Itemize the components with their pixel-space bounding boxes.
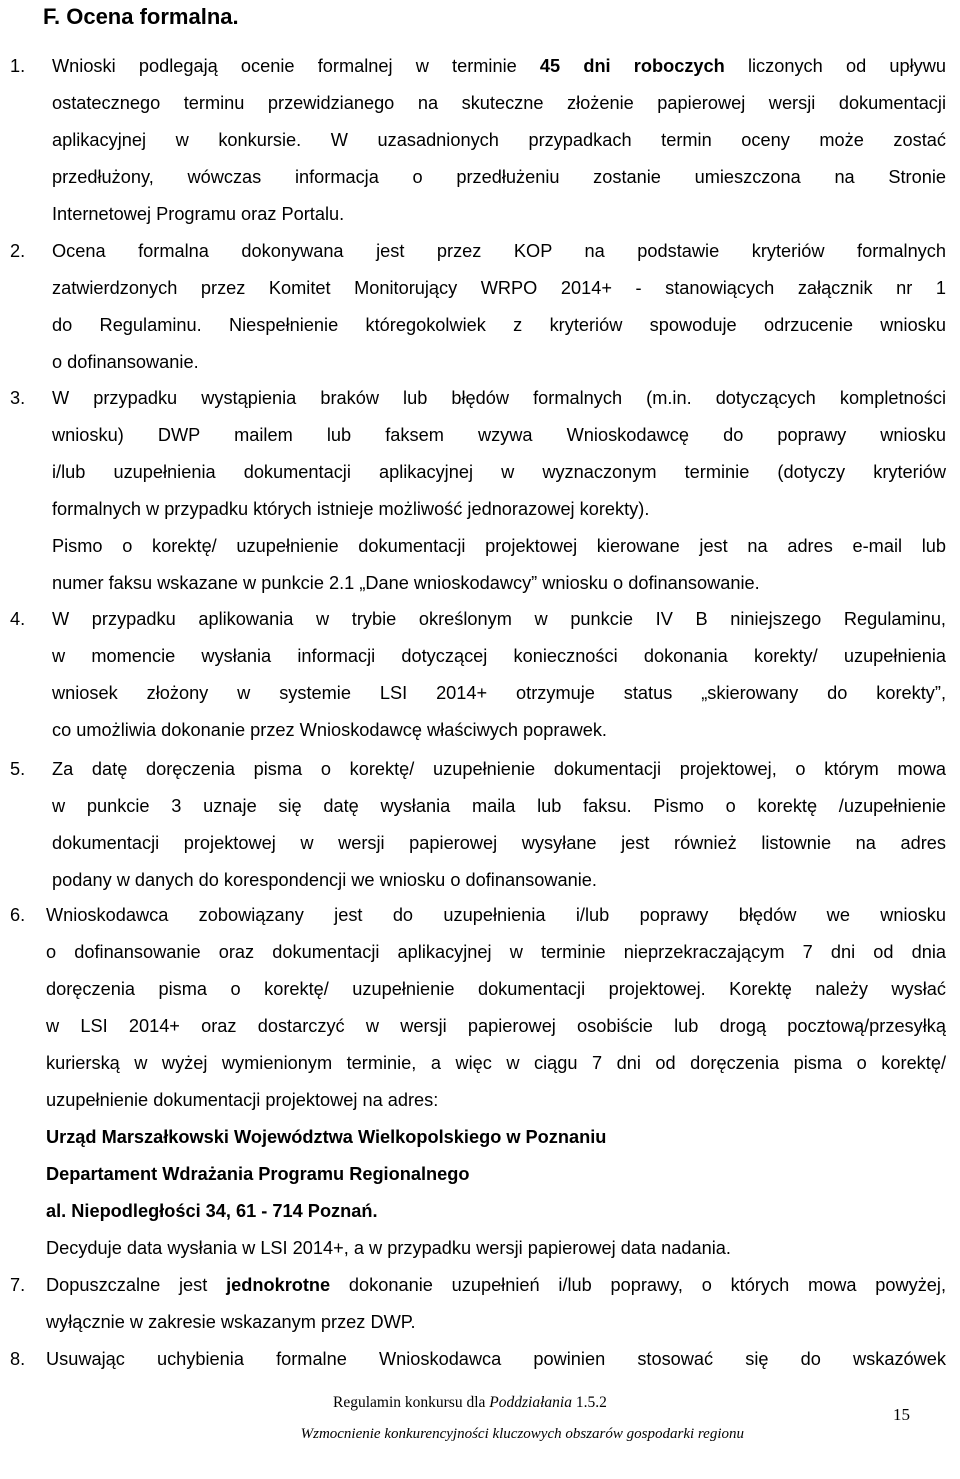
text-line: Za datę doręczenia pisma o korektę/ uzupełnienie dokumentacji projektowej, o którym mowa	[52, 759, 946, 779]
text-line: W przypadku wystąpienia braków lub błędów formalnych (m.in. dotyczących kompletności	[52, 388, 946, 408]
list-item	[10, 48, 946, 233]
text-line: w LSI 2014+ oraz dostarczyć w wersji papierowej osobiście lub drogą pocztową/przesyłką	[46, 1016, 946, 1036]
text-line: uzupełnienie dokumentacji projektowej na adres:	[46, 1090, 439, 1110]
text-line: kurierską w wyżej wymienionym terminie, a więc w ciągu 7 dni od doręczenia pisma o korektę/	[46, 1053, 946, 1073]
item-text	[46, 897, 946, 1267]
item-number: 5.	[10, 759, 26, 779]
item-number: 6.	[10, 905, 26, 925]
text-line: zatwierdzonych przez Komitet Monitorujący WRPO 2014+ - stanowiących załącznik nr 1	[52, 278, 946, 298]
list-item	[10, 1267, 946, 1341]
text-line: przedłużony, wówczas informacja o przedłużeniu zostanie umieszczona na Stronie	[52, 167, 946, 187]
list-item	[10, 897, 946, 1267]
list-item	[10, 601, 946, 749]
list-item	[10, 751, 946, 899]
bold-text: 45 dni roboczych	[539, 56, 725, 76]
text-line: i/lub uzupełnienia dokumentacji aplikacyjnej w wyznaczonym terminie (dotyczy kryteriów	[52, 462, 946, 482]
closing-note: Decyduje data wysłania w LSI 2014+, a w przypadku wersji papierowej data nadania.	[46, 1238, 731, 1258]
item-text	[52, 380, 946, 602]
text-line: Dopuszczalne jest jednokrotne dokonanie uzupełnień i/lub poprawy, o których mowa powyżej,	[46, 1275, 947, 1295]
text-line: Ocena formalna dokonywana jest przez KOP na podstawie kryteriów formalnych	[52, 241, 946, 261]
text-line: doręczenia pisma o korektę/ uzupełnienie dokumentacji projektowej. Korektę należy wysłać	[46, 979, 946, 999]
text-line: Pismo o korektę/ uzupełnienie dokumentacji projektowej kierowane jest na adres e-mail lub	[52, 536, 946, 556]
text-line: ostatecznego terminu przewidzianego na skuteczne złożenie papierowej wersji dokumentacji	[52, 93, 946, 113]
text-line: Wnioski podlegają ocenie formalnej w terminie 45 dni roboczych liczonych od upływu	[52, 56, 946, 76]
text-line: Wnioskodawca zobowiązany jest do uzupełnienia i/lub poprawy błędów we wniosku	[46, 905, 946, 925]
address-line: Urząd Marszałkowski Województwa Wielkopolskiego w Poznaniu	[46, 1127, 607, 1147]
list-item	[10, 380, 946, 602]
text-line: o dofinansowanie oraz dokumentacji aplikacyjnej w terminie nieprzekraczającym 7 dni od dnia	[46, 942, 946, 962]
footer-subtitle: Wzmocnienie konkurencyjności kluczowych obszarów gospodarki regionu	[300, 1426, 744, 1442]
item-number: 3.	[10, 388, 26, 408]
text-line: formalnych w przypadku których istnieje możliwość jednorazowej korekty).	[52, 499, 650, 519]
item-text	[52, 751, 946, 899]
text-line: numer faksu wskazane w punkcie 2.1 „Dane wnioskodawcy” wniosku o dofinansowanie.	[52, 573, 760, 593]
footer-regulation-title: Regulamin konkursu dla Poddziałania 1.5.2	[333, 1394, 607, 1411]
item-text	[52, 48, 946, 233]
section-heading: F. Ocena formalna.	[43, 4, 239, 29]
text-line: aplikacyjnej w konkursie. W uzasadnionych przypadkach termin oceny może zostać	[52, 130, 946, 150]
text-line: o dofinansowanie.	[52, 352, 199, 372]
item-text	[46, 1267, 946, 1341]
text-line: wniosku) DWP mailem lub faksem wzywa Wnioskodawcę do poprawy wniosku	[52, 425, 946, 445]
item-number: 4.	[10, 609, 26, 629]
text-line: podany w danych do korespondencji we wniosku o dofinansowanie.	[52, 870, 597, 890]
item-number: 1.	[10, 56, 26, 76]
list-item	[10, 1341, 946, 1378]
item-number: 7.	[10, 1275, 26, 1295]
text-line: dokumentacji projektowej w wersji papierowej wysyłane jest również listownie na adres	[52, 833, 946, 853]
text-line: W przypadku aplikowania w trybie określonym w punkcie IV B niniejszego Regulaminu,	[52, 609, 946, 629]
item-number: 2.	[10, 241, 26, 261]
text-line: w momencie wysłania informacji dotyczącej konieczności dokonania korekty/ uzupełnienia	[52, 646, 946, 666]
item-text	[52, 601, 946, 749]
page-number: 15	[893, 1405, 910, 1424]
text-line: Usuwając uchybienia formalne Wnioskodawca powinien stosować się do wskazówek	[46, 1349, 946, 1369]
text-line: wniosek złożony w systemie LSI 2014+ otrzymuje status „skierowany do korekty”,	[52, 683, 946, 703]
item-text	[46, 1341, 946, 1378]
text-line: co umożliwia dokonanie przez Wnioskodawcę właściwych poprawek.	[52, 720, 607, 740]
text-line: wyłącznie w zakresie wskazanym przez DWP.	[46, 1312, 416, 1332]
text-line: Internetowej Programu oraz Portalu.	[52, 204, 345, 224]
bold-text: jednokrotne	[226, 1275, 331, 1295]
text-line: do Regulaminu. Niespełnienie któregokolwiek z kryteriów spowoduje odrzucenie wniosku	[52, 315, 946, 335]
item-number: 8.	[10, 1349, 26, 1369]
address-line: al. Niepodległości 34, 61 - 714 Poznań.	[46, 1201, 378, 1221]
text-line: w punkcie 3 uznaje się datę wysłania maila lub faksu. Pismo o korektę /uzupełnienie	[52, 796, 946, 816]
address-line: Departament Wdrażania Programu Regionalnego	[46, 1164, 470, 1184]
list-item	[10, 233, 946, 381]
item-text	[52, 233, 946, 381]
